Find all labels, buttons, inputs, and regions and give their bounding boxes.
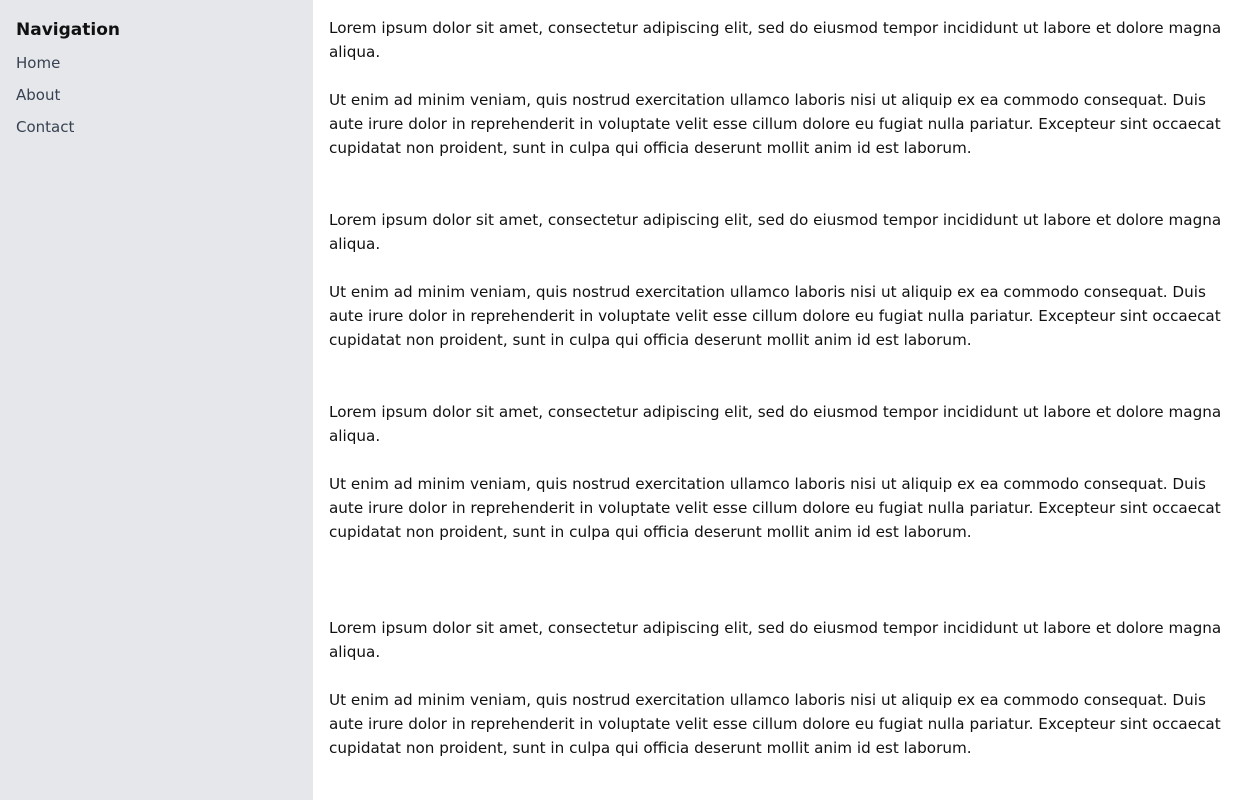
sidebar: [0, 0, 313, 800]
sidebar-title: Navigation: [16, 20, 120, 40]
nav-link-contact[interactable]: Contact: [16, 118, 75, 136]
sidebar-item-about: [16, 82, 297, 114]
content-section-4: [329, 616, 1250, 760]
content-section-2: [329, 208, 1250, 352]
paragraph: Lorem ipsum dolor sit amet, consectetur adipiscing elit, sed do eiusmod tempor incididunt ut labore et dolore magna aliqua.: [329, 211, 1222, 253]
content-section-1: [329, 16, 1250, 160]
sidebar-item-home: [16, 50, 297, 82]
paragraph: Ut enim ad minim veniam, quis nostrud exercitation ullamco laboris nisi ut aliquip ex ea commodo consequat. Duis aute irure dolor in reprehenderit in voluptate velit esse cillum dolore eu fugiat nulla pariatur. Excepteur sint occaecat cupidatat non proident, sunt in culpa qui officia deserunt mollit anim id est laborum.: [329, 91, 1221, 157]
paragraph: Lorem ipsum dolor sit amet, consectetur adipiscing elit, sed do eiusmod tempor incididunt ut labore et dolore magna aliqua.: [329, 619, 1222, 661]
nav-link-home[interactable]: Home: [16, 54, 61, 72]
nav-link-about[interactable]: About: [16, 86, 61, 104]
paragraph: Ut enim ad minim veniam, quis nostrud exercitation ullamco laboris nisi ut aliquip ex ea commodo consequat. Duis aute irure dolor in reprehenderit in voluptate velit esse cillum dolore eu fugiat nulla pariatur. Excepteur sint occaecat cupidatat non proident, sunt in culpa qui officia deserunt mollit anim id est laborum.: [329, 475, 1221, 541]
content-section-3: [329, 400, 1250, 544]
paragraph: Ut enim ad minim veniam, quis nostrud exercitation ullamco laboris nisi ut aliquip ex ea commodo consequat. Duis aute irure dolor in reprehenderit in voluptate velit esse cillum dolore eu fugiat nulla pariatur. Excepteur sint occaecat cupidatat non proident, sunt in culpa qui officia deserunt mollit anim id est laborum.: [329, 283, 1221, 349]
paragraph: Ut enim ad minim veniam, quis nostrud exercitation ullamco laboris nisi ut aliquip ex ea commodo consequat. Duis aute irure dolor in reprehenderit in voluptate velit esse cillum dolore eu fugiat nulla pariatur. Excepteur sint occaecat cupidatat non proident, sunt in culpa qui officia deserunt mollit anim id est laborum.: [329, 691, 1221, 757]
sidebar-nav-list: [16, 50, 297, 146]
sidebar-item-contact: [16, 114, 297, 146]
paragraph: Lorem ipsum dolor sit amet, consectetur adipiscing elit, sed do eiusmod tempor incididunt ut labore et dolore magna aliqua.: [329, 403, 1222, 445]
paragraph: Lorem ipsum dolor sit amet, consectetur adipiscing elit, sed do eiusmod tempor incididunt ut labore et dolore magna aliqua.: [329, 19, 1222, 61]
main-content: [313, 0, 1250, 800]
